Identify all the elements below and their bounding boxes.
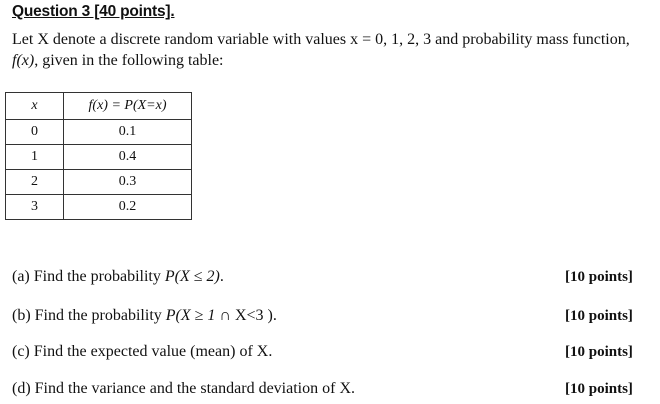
question-b: [12, 307, 277, 325]
table-header-row: [6, 93, 192, 120]
question-a-text: (a) Find the probability: [12, 268, 165, 285]
table-row: [6, 120, 192, 145]
cell-p: 0.3: [64, 170, 192, 195]
cell-x: 2: [6, 170, 64, 195]
intro-line-2-text: , given in the following table:: [34, 52, 224, 69]
cell-x: 1: [6, 145, 64, 170]
question-b-tail: ∩ X<3 ).: [215, 307, 277, 324]
question-c: (c) Find the expected value (mean) of X.: [12, 343, 273, 360]
question-a-tail: .: [219, 268, 224, 285]
table-row: [6, 195, 192, 220]
question-heading: Question 3 [40 points].: [12, 3, 175, 20]
question-a: [12, 268, 224, 286]
pmf-table: [5, 92, 192, 220]
question-b-math: P(X ≥ 1: [165, 307, 216, 324]
header-x: x: [6, 93, 64, 120]
cell-p: 0.4: [64, 145, 192, 170]
cell-p: 0.1: [64, 120, 192, 145]
cell-x: 3: [6, 195, 64, 220]
question-b-text: (b) Find the probability: [12, 307, 166, 324]
cell-x: 0: [6, 120, 64, 145]
fx-symbol: f(x): [12, 52, 35, 69]
intro-line-1: Let X denote a discrete random variable with values x = 0, 1, 2, 3 and probability mass function,: [12, 31, 630, 48]
table-row: [6, 145, 192, 170]
question-a-math: P(X ≤ 2): [164, 268, 220, 285]
table-row: [6, 170, 192, 195]
question-c-points: [10 points]: [565, 344, 633, 360]
cell-p: 0.2: [64, 195, 192, 220]
question-b-points: [10 points]: [565, 308, 633, 324]
header-fx: f(x) = P(X=x): [64, 93, 192, 120]
intro-line-2: [12, 52, 224, 70]
question-d-points: [10 points]: [565, 381, 633, 397]
question-a-points: [10 points]: [565, 269, 633, 285]
question-d: (d) Find the variance and the standard deviation of X.: [12, 380, 355, 397]
